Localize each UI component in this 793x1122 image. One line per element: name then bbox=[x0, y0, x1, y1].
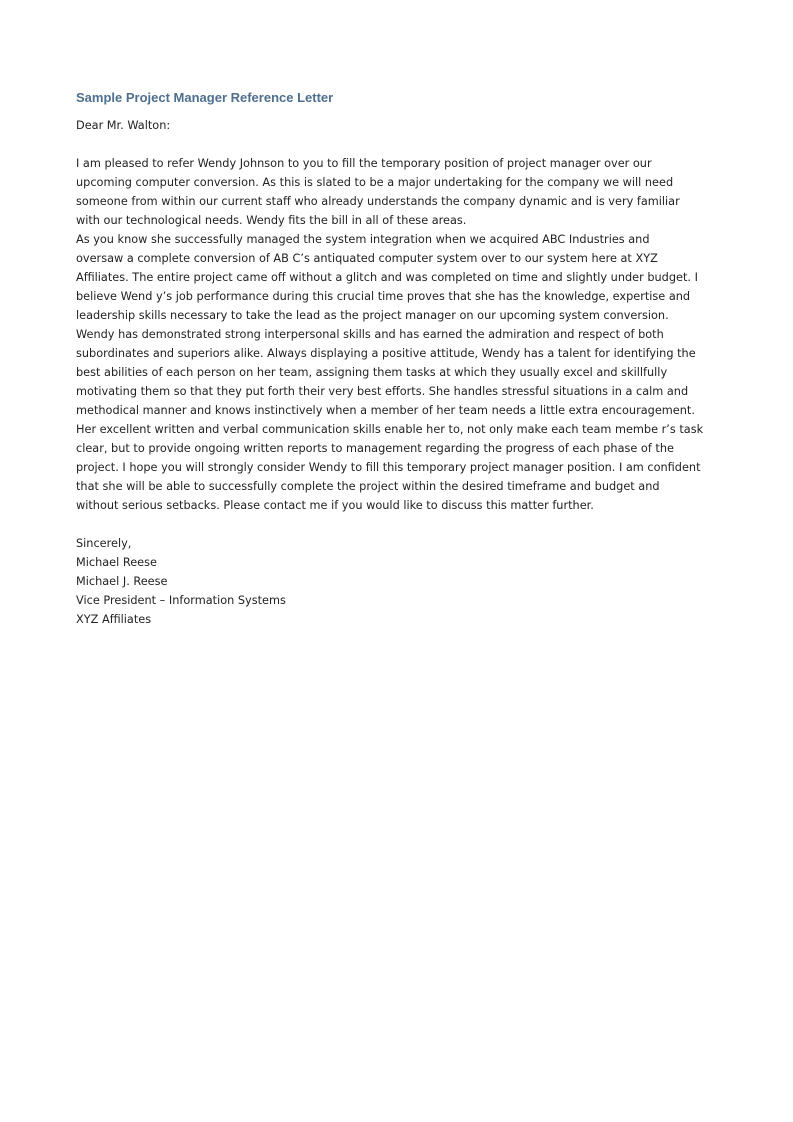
body-line: methodical manner and knows instinctively when a member of her team needs a little extra encouragement. bbox=[76, 404, 695, 417]
body-line: oversaw a complete conversion of AB C’s antiquated computer system over to our system here at XYZ bbox=[76, 252, 658, 265]
body-line: Affiliates. The entire project came off without a glitch and was completed on time and slightly under budget. I bbox=[76, 271, 698, 284]
body-line: subordinates and superiors alike. Always displaying a positive attitude, Wendy has a talent for identifying the bbox=[76, 347, 696, 360]
body-line: best abilities of each person on her team, assigning them tasks at which they usually excel and skillfully bbox=[76, 366, 668, 379]
signer-name: Michael J. Reese bbox=[76, 575, 168, 588]
closing: Sincerely, bbox=[76, 537, 132, 550]
body-line: Wendy has demonstrated strong interpersonal skills and has earned the admiration and respect of both bbox=[76, 328, 664, 341]
body-line: As you know she successfully managed the system integration when we acquired ABC Industries and bbox=[76, 233, 650, 246]
letter-title: Sample Project Manager Reference Letter bbox=[76, 90, 334, 105]
body-line: that she will be able to successfully complete the project within the desired timeframe and budget and bbox=[76, 480, 660, 493]
body-line: upcoming computer conversion. As this is slated to be a major undertaking for the company we will need bbox=[76, 176, 674, 189]
body-line: project. I hope you will strongly consider Wendy to fill this temporary project manager position. I am confident bbox=[76, 461, 701, 474]
signer-title: Vice President – Information Systems bbox=[76, 594, 286, 607]
body-line: without serious setbacks. Please contact me if you would like to discuss this matter further. bbox=[76, 499, 594, 512]
body-line: I am pleased to refer Wendy Johnson to you to fill the temporary position of project manager over our bbox=[76, 157, 652, 170]
signer-company: XYZ Affiliates bbox=[76, 613, 152, 626]
salutation: Dear Mr. Walton: bbox=[76, 119, 171, 132]
body-line: someone from within our current staff who already understands the company dynamic and is very familiar bbox=[76, 195, 680, 208]
body-line: motivating them so that they put forth their very best efforts. She handles stressful situations in a calm and bbox=[76, 385, 689, 398]
body-line: leadership skills necessary to take the lead as the project manager on our upcoming system conversion. bbox=[76, 309, 669, 322]
body-line: believe Wend y’s job performance during this crucial time proves that she has the knowledge, expertise and bbox=[76, 290, 691, 303]
body-line: Her excellent written and verbal communication skills enable her to, not only make each team membe r’s task bbox=[76, 423, 704, 436]
signature-name: Michael Reese bbox=[76, 556, 157, 569]
body-line: clear, but to provide ongoing written reports to management regarding the progress of each phase of the bbox=[76, 442, 674, 455]
body-line: with our technological needs. Wendy fits the bill in all of these areas. bbox=[76, 214, 467, 227]
